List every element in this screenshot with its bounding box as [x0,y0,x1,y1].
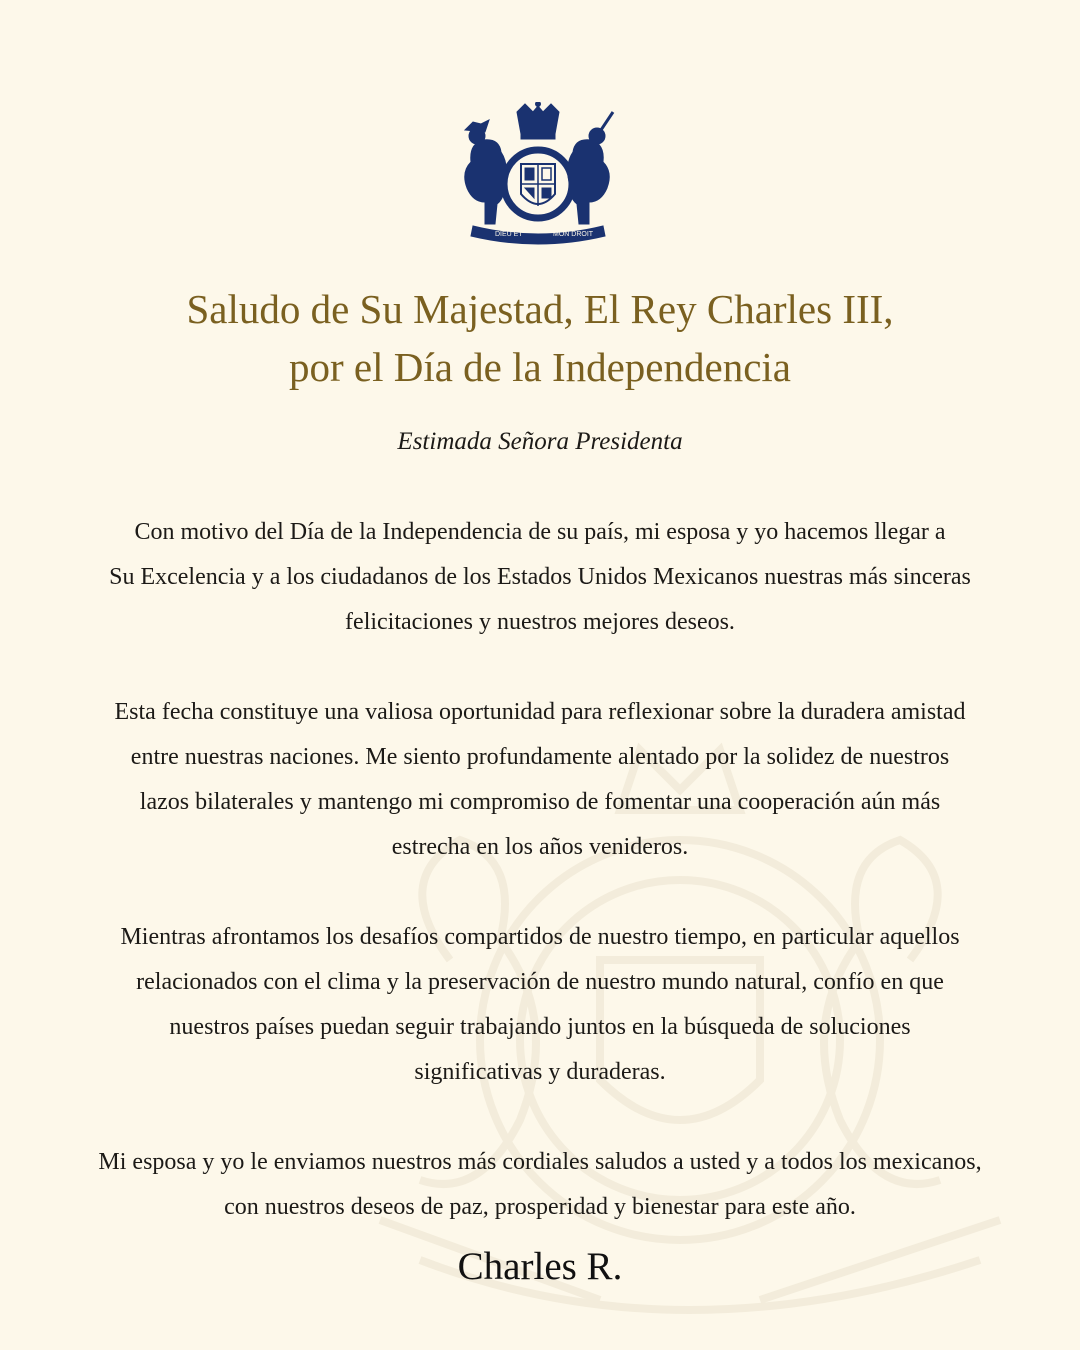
paragraph-line: Su Excelencia y a los ciudadanos de los Estados Unidos Mexicanos nuestras más sinceras [109,564,971,590]
paragraph-line: Esta fecha constituye una valiosa oportunidad para reflexionar sobre la duradera amistad [114,699,966,725]
paragraph-line: significativas y duraderas. [414,1059,666,1085]
paragraph-line: relacionados con el clima y la preservación de nuestro mundo natural, confío en que [136,969,944,995]
paragraph-line: nuestros países puedan seguir trabajando juntos en la búsqueda de soluciones [169,1014,911,1040]
paragraph-line: felicitaciones y nuestros mejores deseos. [345,609,735,635]
paragraph-4 [40,1140,1040,1230]
paragraph-3 [40,915,1040,1095]
paragraph-line: entre nuestras naciones. Me siento profundamente alentado por la solidez de nuestros [130,744,950,770]
paragraph-1 [40,510,1040,645]
paragraph-line: Con motivo del Día de la Independencia de su país, mi esposa y yo hacemos llegar a [134,519,946,545]
paragraph-line: estrecha en los años venideros. [391,834,689,860]
letter-title-line-2: por el Día de la Independencia [288,344,791,390]
paragraph-line: Mi esposa y yo le enviamos nuestros más cordiales saludos a usted y a todos los mexicanos, [98,1149,982,1175]
paragraph-line: lazos bilaterales y mantengo mi compromiso de fomentar una cooperación aún más [139,789,941,815]
letter-title-line-1: Saludo de Su Majestad, El Rey Charles III, [186,286,894,332]
paragraph-2 [40,690,1040,870]
royal-coat-of-arms-icon [455,102,621,248]
signature: Charles R. [457,1245,623,1288]
paragraph-line: con nuestros deseos de paz, prosperidad y bienestar para este año. [224,1194,856,1220]
paragraph-line: Mientras afrontamos los desafíos compartidos de nuestro tiempo, en particular aquellos [120,924,960,950]
motto-right: MON DROIT [553,231,594,238]
salutation: Estimada Señora Presidenta [397,428,683,455]
motto-left: DIEU ET [495,231,523,238]
